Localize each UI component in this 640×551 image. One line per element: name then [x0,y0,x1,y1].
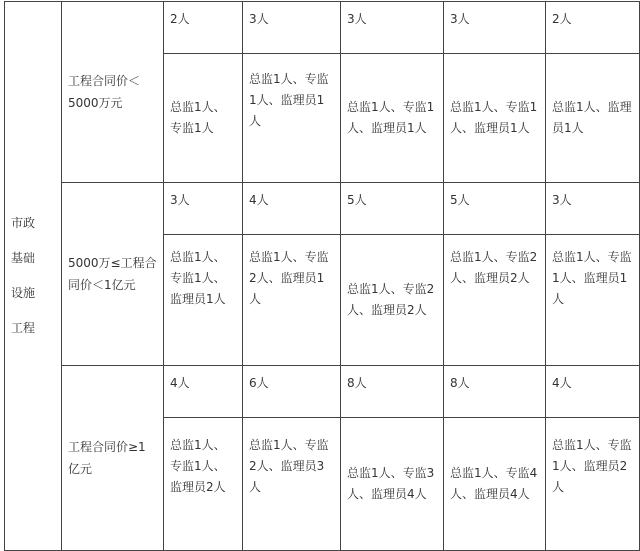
count-cell: 4人 [546,366,640,418]
table-row [5,2,640,54]
count-cell: 4人 [164,366,243,418]
count-cell: 3人 [444,2,546,54]
detail-cell: 总监1人、专监1人、监理员1人 [341,54,444,183]
scope-cell: 工程合同价≥1亿元 [62,366,164,551]
table-row [5,366,640,418]
count-cell: 3人 [164,183,243,235]
detail-cell: 总监1人、专监2人、监理员1人 [243,235,341,366]
category-line: 市政 [11,216,36,230]
count-cell: 3人 [546,183,640,235]
detail-cell: 总监1人、专监1人、监理员1人 [546,235,640,366]
detail-cell: 总监1人、专监3人、监理员4人 [341,418,444,551]
detail-cell: 总监1人、专监1人、监理员2人 [164,418,243,551]
count-cell: 8人 [341,366,444,418]
detail-cell: 总监1人、专监1人 [164,54,243,183]
category-cell [5,2,62,551]
count-cell: 5人 [444,183,546,235]
detail-cell: 总监1人、专监1人、监理员1人 [164,235,243,366]
detail-cell: 总监1人、专监1人、监理员1人 [444,54,546,183]
detail-cell: 总监1人、专监2人、监理员2人 [444,235,546,366]
count-cell: 8人 [444,366,546,418]
table-row [5,183,640,235]
count-cell: 2人 [164,2,243,54]
category-line: 工程 [11,321,36,335]
detail-cell: 总监1人、专监4人、监理员4人 [444,418,546,551]
count-cell: 3人 [341,2,444,54]
category-line: 设施 [11,286,36,300]
scope-cell: 5000万≤工程合同价＜1亿元 [62,183,164,366]
category-line: 基础 [11,251,36,265]
detail-cell: 总监1人、专监1人、监理员1人 [243,54,341,183]
detail-cell: 总监1人、专监2人、监理员2人 [341,235,444,366]
detail-cell: 总监1人、专监2人、监理员3人 [243,418,341,551]
staffing-table [4,1,640,551]
detail-cell: 总监1人、监理员1人 [546,54,640,183]
count-cell: 3人 [243,2,341,54]
count-cell: 6人 [243,366,341,418]
count-cell: 2人 [546,2,640,54]
count-cell: 4人 [243,183,341,235]
count-cell: 5人 [341,183,444,235]
detail-cell: 总监1人、专监1人、监理员2人 [546,418,640,551]
scope-cell: 工程合同价＜5000万元 [62,2,164,183]
